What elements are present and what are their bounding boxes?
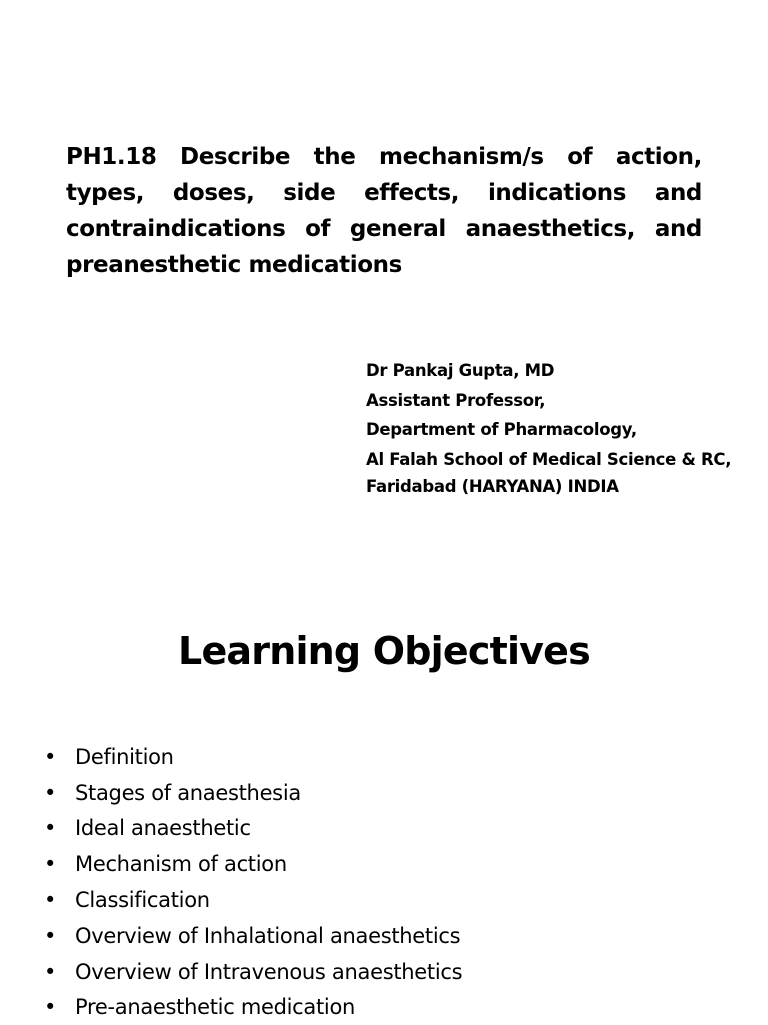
bullet-icon: • <box>44 959 57 984</box>
list-item-text: Ideal anaesthetic <box>75 816 251 841</box>
bullet-icon: • <box>44 888 57 913</box>
list-item <box>44 811 462 847</box>
list-item-text: Stages of anaesthesia <box>75 780 301 805</box>
bullet-icon: • <box>44 852 57 877</box>
author-name: Dr Pankaj Gupta, MD <box>366 361 555 380</box>
author-info <box>366 357 766 502</box>
bullet-icon: • <box>44 780 57 805</box>
slide-title-text: PH1.18 Describe the mechanism/s of action, types, doses, side effects, indications and contraindications of general anaesthetics, and preanesthetic medications <box>66 144 702 278</box>
list-item <box>44 739 462 775</box>
list-item <box>44 846 462 882</box>
author-position: Assistant Professor, <box>366 390 546 410</box>
list-item <box>44 990 462 1025</box>
learning-objectives-heading: Learning Objectives <box>178 629 590 673</box>
list-item-text: Mechanism of action <box>75 852 287 877</box>
list-item <box>44 775 462 811</box>
author-department: Department of Pharmacology, <box>366 420 637 439</box>
bullet-icon: • <box>44 744 57 769</box>
bullet-icon: • <box>44 816 57 841</box>
list-item <box>44 882 462 918</box>
slide-learning-objectives <box>0 576 768 1024</box>
list-item <box>44 954 462 990</box>
bullet-icon: • <box>44 995 57 1020</box>
author-institution: Al Falah School of Medical Science & RC, <box>366 449 732 469</box>
list-item <box>44 918 462 954</box>
list-item-text: Overview of Inhalational anaesthetics <box>75 923 461 948</box>
list-item-text: Definition <box>75 744 174 769</box>
objectives-list <box>44 739 462 1025</box>
list-item-text: Overview of Intravenous anaesthetics <box>75 959 463 984</box>
bullet-icon: • <box>44 923 57 948</box>
author-location: Faridabad (HARYANA) INDIA <box>366 476 619 496</box>
list-item-text: Classification <box>75 888 210 913</box>
list-item-text: Pre-anaesthetic medication <box>75 995 356 1020</box>
